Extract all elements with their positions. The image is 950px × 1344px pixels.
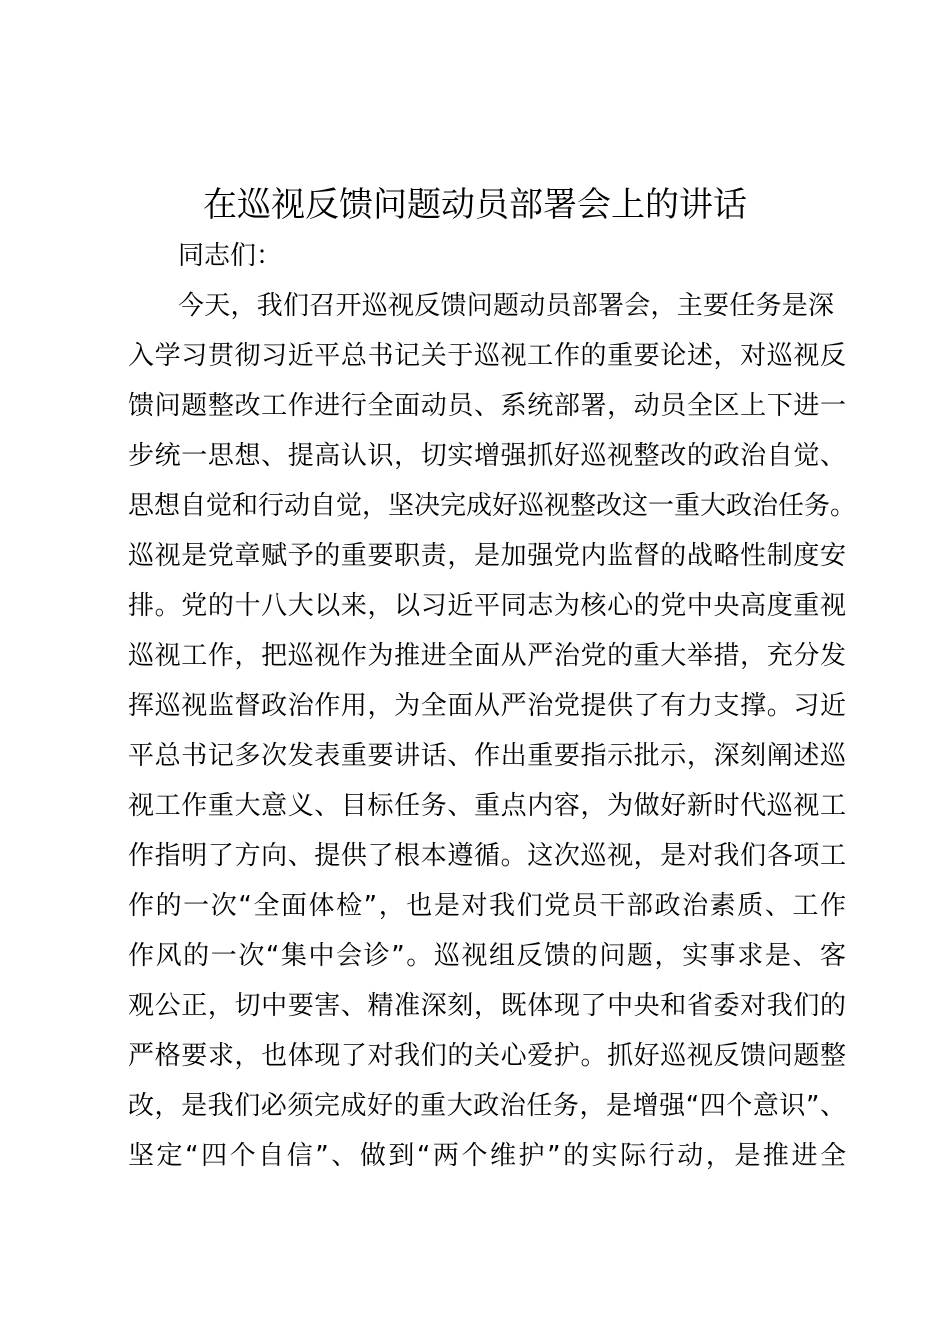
body-line-7: 排。党的十八大以来，以习近平同志为核心的党中央高度重视 (128, 591, 846, 621)
body-line-13: 作的一次“全面体检”，也是对我们党员干部政治素质、工作 (128, 891, 846, 921)
body-line-9: 挥巡视监督政治作用，为全面从严治党提供了有力支撑。习近 (128, 691, 846, 721)
body-line-6: 巡视是党章赋予的重要职责，是加强党内监督的战略性制度安 (128, 541, 846, 571)
body-line-2: 入学习贯彻习近平总书记关于巡视工作的重要论述，对巡视反 (128, 341, 846, 371)
body-line-17: 改，是我们必须完成好的重大政治任务，是增强“四个意识”、 (128, 1091, 846, 1121)
body-line-18: 坚定“四个自信”、做到“两个维护”的实际行动，是推进全 (128, 1141, 846, 1171)
body-line-8: 巡视工作，把巡视作为推进全面从严治党的重大举措，充分发 (128, 641, 846, 671)
salutation: 同志们： (178, 241, 283, 271)
body-line-4: 步统一思想、提高认识，切实增强抓好巡视整改的政治自觉、 (128, 441, 846, 471)
body-line-1: 今天，我们召开巡视反馈问题动员部署会，主要任务是深 (178, 291, 834, 321)
body-line-10: 平总书记多次发表重要讲话、作出重要指示批示，深刻阐述巡 (128, 741, 846, 771)
body-line-14: 作风的一次“集中会诊”。巡视组反馈的问题，实事求是、客 (128, 941, 846, 971)
body-line-16: 严格要求，也体现了对我们的关心爱护。抓好巡视反馈问题整 (128, 1041, 846, 1071)
body-line-11: 视工作重大意义、目标任务、重点内容，为做好新时代巡视工 (128, 791, 846, 821)
body-line-5: 思想自觉和行动自觉，坚决完成好巡视整改这一重大政治任务。 (128, 491, 857, 521)
body-line-15: 观公正，切中要害、精准深刻，既体现了中央和省委对我们的 (128, 991, 846, 1021)
body-line-12: 作指明了方向、提供了根本遵循。这次巡视，是对我们各项工 (128, 841, 846, 871)
document-title: 在巡视反馈问题动员部署会上的讲话 (203, 185, 747, 225)
body-line-3: 馈问题整改工作进行全面动员、系统部署，动员全区上下进一 (128, 391, 846, 421)
